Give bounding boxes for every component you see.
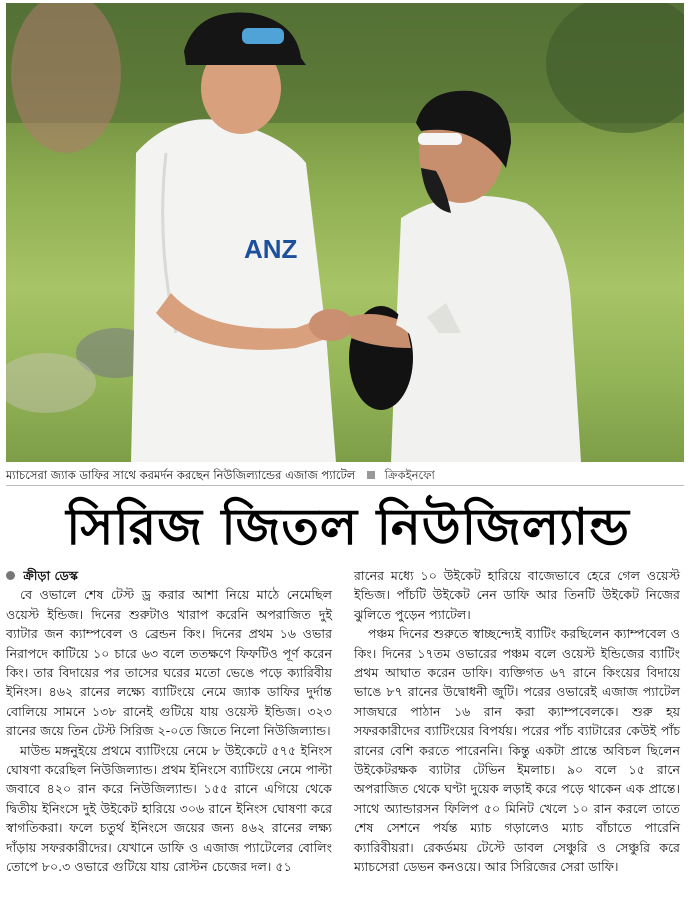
- paragraph: রানের মধ্যে ১০ উইকেট হারিয়ে বাজেভাবে হেরে গেল ওয়েস্ট ইন্ডিজ। পাঁচটি উইকেট নেন ডাফি আর তিনটি উইকেট নিজের ঝুলিতে পুড়েন প্যাটেল।: [354, 568, 680, 622]
- caption-text: ম্যাচসেরা জ্যাক ডাফির সাথে করমর্দন করছেন নিউজিল্যান্ডের এজাজ প্যাটেল: [6, 468, 356, 482]
- article-column-right: [354, 566, 680, 877]
- byline-text: ক্রীড়া ডেস্ক: [23, 568, 79, 583]
- photo-credit: ক্রিকইনফো: [384, 468, 435, 482]
- caption-separator-square-icon: [367, 471, 375, 479]
- sponsor-logo: ANZ: [244, 234, 298, 264]
- article-headline: সিরিজ জিতল নিউজিল্যান্ড: [66, 498, 630, 556]
- paragraph: মাউন্ড মঙ্গনুইয়ে প্রথমে ব্যাটিংয়ে নেমে ৮ উইকেটে ৫৭৫ ইনিংস ঘোষণা করেছিল নিউজিল্যান্ড। প্রথম ইনিংসে ব্যাটিংয়ে নেমে পাল্টা জবাবে ৪২০ রান করে নিউজিল্যান্ড। ১৫৫ রানে এগিয়ে থেকে দ্বিতীয় ইনিংসে দুই উইকেট হারিয়ে ৩০৬ রানে ইনিংস ঘোষণা করে স্বাগতিকরা। ফলে চতুর্থ ইনিংসে জয়ের জন্য ৪৬২ রানের লক্ষ্য দাঁড়ায় সফরকারীদের। যেখানে ডাফি ও এজাজ প্যাটেলের বোলিং তোপে ৮০.৩ ওভারে গুটিয়ে যায় রোস্টন চেজের দল। ৫১: [6, 742, 332, 875]
- paragraph: পঞ্চম দিনের শুরুতে স্বাচ্ছন্দ্যেই ব্যাটিং করছিলেন ক্যাম্পবেল ও কিং। দিনের ১৭তম ওভারের পঞ্চম বলে ওয়েস্ট ইন্ডিজের ব্যাটিং প্রথম আঘাত করেন ডাফি। ব্যক্তিগত ৬৭ রানে কিংয়ের বিদায়ে ভাঙে ৮৭ রানের উদ্বোধনী জুটি। পরের ওভারেই এজাজ প্যাটেল সাজঘরে পাঠান ১৬ রান করা ক্যাম্পবেলকে। শুরু হয় সফরকারীদের ব্যাটিংয়ের বিপর্যয়। পরের পাঁচ ব্যাটারের কেউই পাঁচ রানের বেশি করতে পারেননি। কিন্তু একটা প্রান্তে অবিচল ছিলেন উইকেটরক্ষক ব্যাটার টেভিন ইমলাচ। ৯০ বলে ১৫ রানে অপরাজিত থেকে ঘণ্টা দুয়েক লড়াই করে পড়ে থাকেন এক প্রান্তে। সাথে অ্যান্ডারসন ফিলিপ ৫০ মিনিট খেলে ১০ রান করলে তাতে শেষ সেশনে পর্যন্ত ম্যাচ গড়ালেও ম্যাচ বাঁচাতে পারেনি ক্যারিবীয়রা। রেকর্ডময় টেস্টে ডাবল সেঞ্চুরি ও সেঞ্চুরি করে ম্যাচসেরা ডেভন কনওয়ে। আর সিরিজের সেরা ডাফি।: [354, 626, 680, 875]
- news-photo: [6, 3, 684, 462]
- article-column-left: [6, 566, 332, 877]
- byline: [6, 566, 332, 585]
- bullet-dot-icon: [6, 571, 15, 580]
- photo-caption: [6, 465, 684, 486]
- paragraph: বে ওভালে শেষ টেস্ট ড্র করার আশা নিয়ে মাঠে নেমেছিল ওয়েস্ট ইন্ডিজ। দিনের শুরুটাও খারাপ করেনি অপরাজিত দুই ব্যাটার জন ক্যাম্পবেল ও ব্রেন্ডন কিং। দিনের প্রথম ১৬ ওভার নিরাপদে কাটিয়ে ১০ চারে ৬৩ বলে ততক্ষণে ফিফটিও পূর্ণ করেন কিং। তার বিদায়ের পর তাসের ঘরের মতো ভেঙে পড়ে ক্যারিবীয় ইনিংস। ৪৬২ রানের লক্ষ্যে ব্যাটিংয়ে নেমে জ্যাক ডাফির দুর্দান্ত বোলিয়ে সামনে ১৩৮ রানেই গুটিয়ে যায় ওয়েস্ট ইন্ডিজ। ৩২৩ রানের জয়ে তিন টেস্ট সিরিজ ২-০তে জিতে নিলো নিউজিল্যান্ড।: [6, 587, 332, 739]
- players-handshake-illustration: [6, 3, 684, 462]
